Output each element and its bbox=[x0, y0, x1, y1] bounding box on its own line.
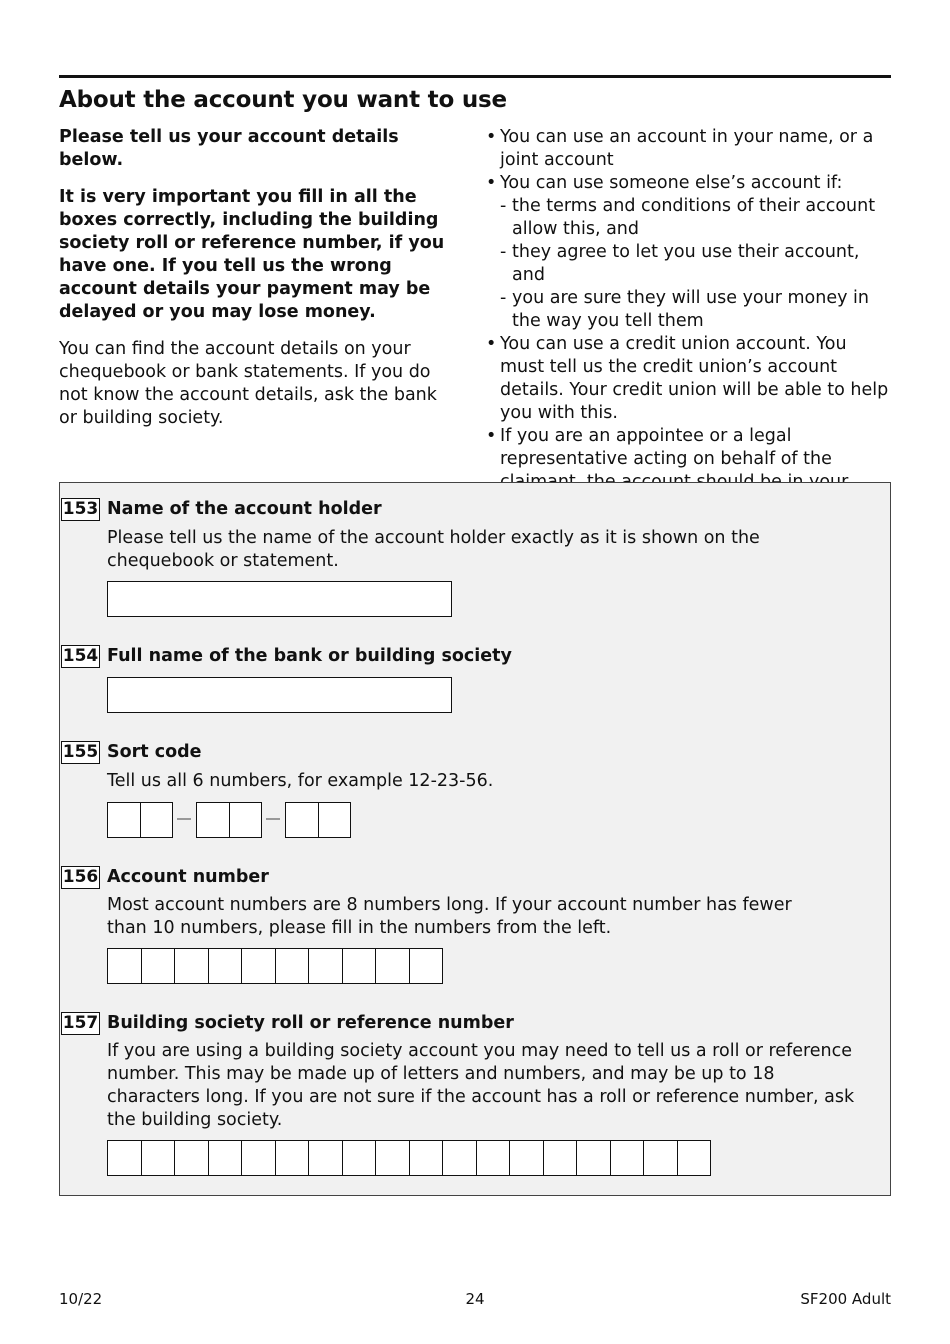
account-number-digit-box[interactable] bbox=[276, 949, 310, 983]
reference-char-box[interactable] bbox=[678, 1141, 711, 1175]
reference-char-box[interactable] bbox=[477, 1141, 511, 1175]
reference-char-box[interactable] bbox=[108, 1141, 142, 1175]
reference-char-box[interactable] bbox=[242, 1141, 276, 1175]
reference-char-box[interactable] bbox=[142, 1141, 176, 1175]
account-number-digit-box[interactable] bbox=[410, 949, 443, 983]
reference-char-box[interactable] bbox=[443, 1141, 477, 1175]
question-number-155: 155 bbox=[62, 742, 99, 762]
question-help-155: Tell us all 6 numbers, for example 12-23-56. bbox=[107, 771, 494, 791]
question-help-156: Most account numbers are 8 numbers long. If your account number has fewer than 10 numbers, please fill in the numbers from the left. bbox=[107, 895, 792, 938]
reference-char-box[interactable] bbox=[410, 1141, 444, 1175]
question-label-153: Name of the account holder bbox=[107, 499, 382, 519]
question-number-154: 154 bbox=[62, 646, 99, 666]
account-number-digit-box[interactable] bbox=[376, 949, 410, 983]
reference-char-box[interactable] bbox=[644, 1141, 678, 1175]
rule-item: • You can use someone else’s account if: bbox=[485, 172, 895, 195]
question-number-153: 153 bbox=[62, 499, 99, 519]
footer-page-number: 24 bbox=[465, 1290, 485, 1308]
sort-code-digit-box[interactable] bbox=[230, 803, 262, 837]
account-number-boxes bbox=[107, 948, 443, 984]
reference-char-box[interactable] bbox=[309, 1141, 343, 1175]
rules-list bbox=[485, 126, 895, 517]
sort-code-group bbox=[196, 802, 262, 838]
reference-char-box[interactable] bbox=[544, 1141, 578, 1175]
footer-date: 10/22 bbox=[59, 1290, 103, 1308]
rule-item: • If you are an appointee or a legal representative acting on behalf of the bbox=[485, 425, 895, 517]
sort-code-digit-box[interactable] bbox=[108, 803, 141, 837]
question-help-157: If you are using a building society account you may need to tell us a roll or reference number. This may be made up of letters and numbers, and may be up to 18 characters long. If you are not sure if the account has a roll or reference number, ask the building society. bbox=[107, 1041, 855, 1130]
question-number-156: 156 bbox=[62, 867, 99, 887]
sort-code-group bbox=[107, 802, 173, 838]
section-title: About the account you want to use bbox=[59, 87, 507, 113]
reference-char-box[interactable] bbox=[209, 1141, 243, 1175]
reference-char-box[interactable] bbox=[376, 1141, 410, 1175]
top-rule bbox=[59, 75, 891, 78]
question-label-155: Sort code bbox=[107, 742, 202, 762]
reference-char-box[interactable] bbox=[577, 1141, 611, 1175]
reference-char-box[interactable] bbox=[510, 1141, 544, 1175]
question-number-157: 157 bbox=[62, 1013, 99, 1033]
account-number-digit-box[interactable] bbox=[108, 949, 142, 983]
rule-subitem: - they agree to let you use their account, and bbox=[485, 241, 895, 287]
question-label-154: Full name of the bank or building society bbox=[107, 646, 512, 666]
sort-code-separator bbox=[177, 818, 191, 820]
rule-item: • You can use a credit union account. You must tell us the credit union’s account details. Your credit union will be able to help you with this. bbox=[485, 333, 895, 425]
question-help-153: Please tell us the name of the account holder exactly as it is shown on the chequebook or statement. bbox=[107, 528, 760, 571]
account-holder-name-input[interactable] bbox=[107, 581, 452, 617]
sort-code-group bbox=[285, 802, 351, 838]
rule-subitem: - you are sure they will use your money in the way you tell them bbox=[485, 287, 895, 333]
footer-form-code: SF200 Adult bbox=[800, 1290, 891, 1308]
account-number-digit-box[interactable] bbox=[209, 949, 243, 983]
account-number-digit-box[interactable] bbox=[309, 949, 343, 983]
account-number-digit-box[interactable] bbox=[142, 949, 176, 983]
reference-number-boxes bbox=[107, 1140, 711, 1176]
sort-code-digit-box[interactable] bbox=[197, 803, 230, 837]
reference-char-box[interactable] bbox=[611, 1141, 645, 1175]
intro-text: Please tell us your account details below. bbox=[59, 127, 399, 170]
reference-char-box[interactable] bbox=[276, 1141, 310, 1175]
account-number-digit-box[interactable] bbox=[242, 949, 276, 983]
account-number-digit-box[interactable] bbox=[175, 949, 209, 983]
account-number-digit-box[interactable] bbox=[343, 949, 377, 983]
question-label-156: Account number bbox=[107, 867, 269, 887]
reference-char-box[interactable] bbox=[343, 1141, 377, 1175]
rule-item: • You can use an account in your name, or a joint account bbox=[485, 126, 895, 172]
sort-code-separator bbox=[266, 818, 280, 820]
find-details-text: You can find the account details on your chequebook or bank statements. If you do not know the account details, ask the bank or building society. bbox=[59, 339, 437, 428]
rule-subitem: - the terms and conditions of their account allow this, and bbox=[485, 195, 895, 241]
question-label-157: Building society roll or reference number bbox=[107, 1013, 514, 1033]
warning-text: It is very important you fill in all the boxes correctly, including the building society roll or reference number, if you have one. If you tell us the wrong account details your payment may be delayed or you may lose money. bbox=[59, 187, 445, 322]
sort-code-digit-box[interactable] bbox=[286, 803, 319, 837]
sort-code-digit-box[interactable] bbox=[141, 803, 173, 837]
intro-column bbox=[59, 126, 454, 444]
reference-char-box[interactable] bbox=[175, 1141, 209, 1175]
sort-code-digit-box[interactable] bbox=[319, 803, 351, 837]
bank-name-input[interactable] bbox=[107, 677, 452, 713]
